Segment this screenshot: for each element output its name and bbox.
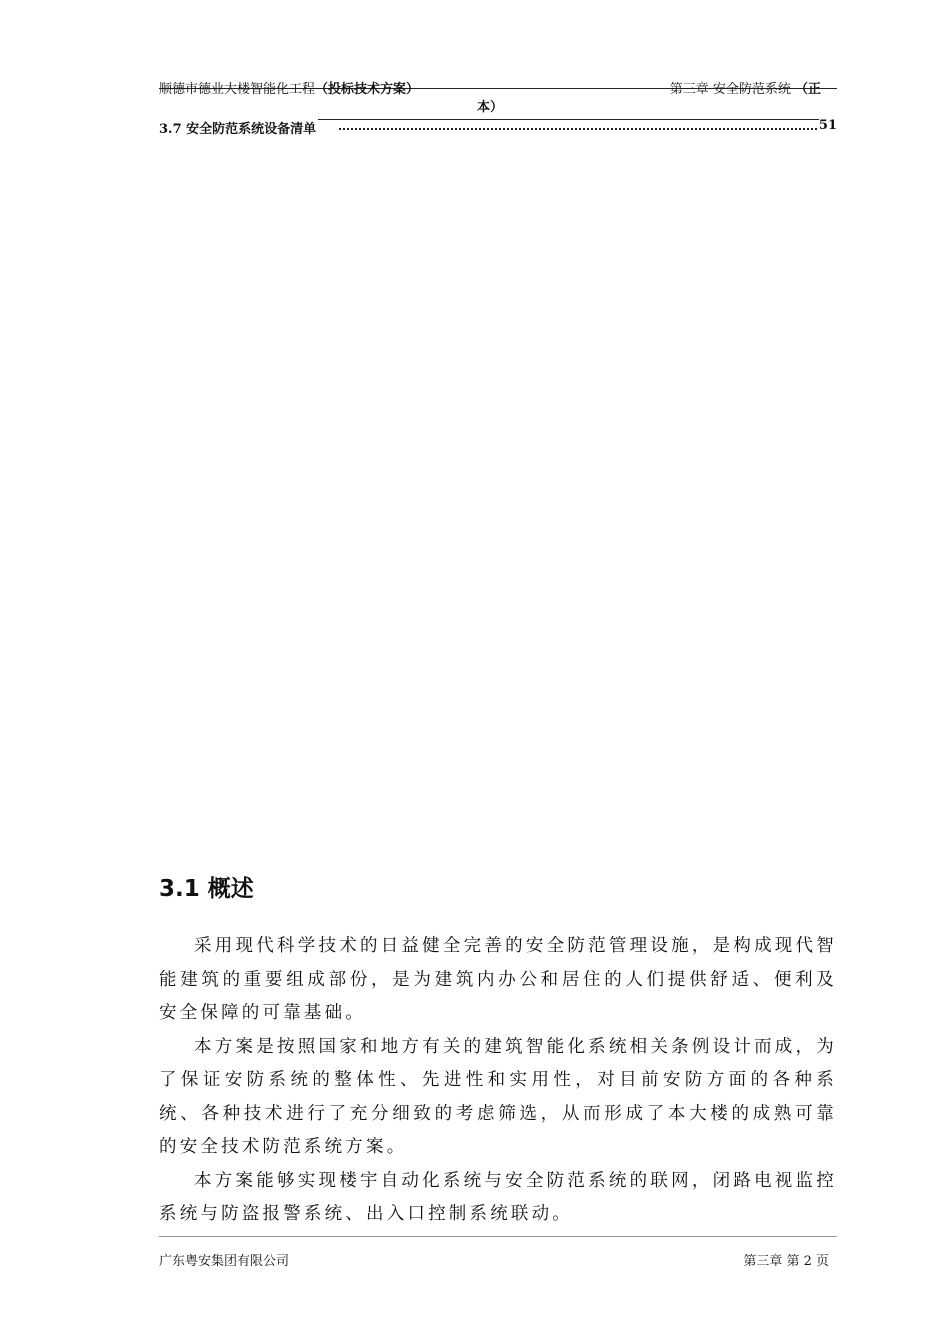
header-doc-subtitle: （投标技术方案） [315,82,420,97]
toc-entry[interactable] [159,118,837,136]
section-title: 3.1 概述 [159,876,254,902]
paragraph: 本方案能够实现楼宇自动化系统与安全防范系统的联网，闭路电视监控系统与防盗报警系统、出入口控制系统联动。 [159,1170,837,1224]
header-edition: （正 [794,82,821,97]
footer-company: 广东粤安集团有限公司 [159,1254,290,1269]
page-header [159,76,837,115]
footer-page-number: 第三章 第 2 页 [743,1254,829,1269]
header-chapter: 第三章 安全防范系统 （正 [669,82,821,97]
toc-leader-dots [339,128,817,130]
section-body [159,930,837,1232]
header-doc-title: 顺德市德业大楼智能化工程（投标技术方案） [159,82,420,97]
toc-entry-title: 3.7 安全防范系统设备清单 [159,118,318,137]
toc-entry-page: 51 [818,118,837,133]
header-edition-cont: 本） [477,100,504,115]
paragraph: 本方案是按照国家和地方有关的建筑智能化系统相关条例设计而成，为了保证安防系统的整体性、先进性和实用性，对目前安防方面的各种系统、各种技术进行了充分细致的考虑筛选，从而形成了本大楼的成熟可靠的安全技术防范系统方案。 [159,1036,837,1157]
paragraph: 采用现代科学技术的日益健全完善的安全防范管理设施，是构成现代智能建筑的重要组成部份，是为建筑内办公和居住的人们提供舒适、便利及安全保障的可靠基础。 [159,936,837,1023]
page-footer [159,1236,837,1269]
